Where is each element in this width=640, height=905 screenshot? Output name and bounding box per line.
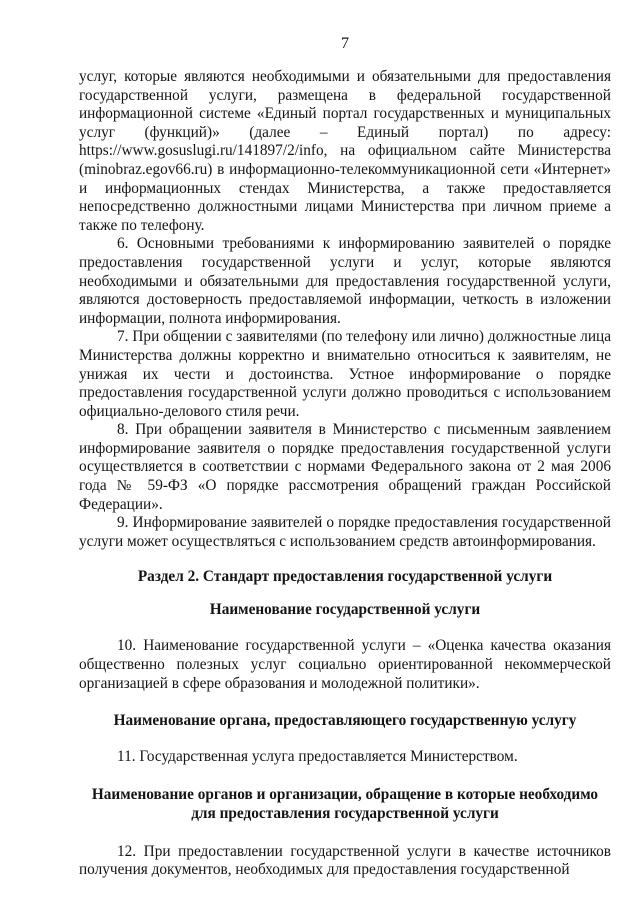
document-page xyxy=(79,34,611,880)
section-2-heading: Раздел 2. Стандарт предоставления государственной услуги xyxy=(137,568,553,586)
organizations-heading-line-2: для предоставления государственной услуги xyxy=(191,804,499,822)
paragraph-7: 7. При общении с заявителями (по телефону или лично) должностные лица Министерства должны корректно и внимательно относиться к заявителям, не унижая их чести и достоинства. Устное информирование о порядке предоставления государственной услуги должно проводиться с использованием официально-делового стиля речи. xyxy=(79,328,611,420)
provider-name-heading: Наименование органа, предоставляющего государственную услугу xyxy=(113,712,577,730)
service-name-heading: Наименование государственной услуги xyxy=(209,601,481,619)
paragraph-9: 9. Информирование заявителей о порядке предоставления государственной услуги может осуществляться с использованием средств автоинформирования. xyxy=(79,514,611,550)
organizations-heading-line-1: Наименование органов и организации, обращение в которые необходимо xyxy=(91,785,599,803)
paragraph-8: 8. При обращении заявителя в Министерство с письменным заявлением информирование заявителя о порядке предоставления государственной услуги осуществляется в соответствии с нормами Федерального закона от 2 мая 2006 года № 59-ФЗ «О порядке рассмотрения обращений граждан Российской Федерации». xyxy=(79,421,611,513)
paragraph-10: 10. Наименование государственной услуги – «Оценка качества оказания общественно полезных услуг социально ориентированной некоммерческой организацией в сфере образования и молодежной политики». xyxy=(79,637,611,692)
paragraph-continued: услуг, которые являются необходимыми и обязательными для предоставления государственной услуги, размещена в федеральной государственной информационной системе «Единый портал государственных и муниципальных услуг (функций)» (далее – Единый портал) по адресу: https://www.gosuslugi.ru/141897/2/info, на официальном сайте Министерства (minobraz.egov66.ru) в информационно-телекоммуникационной сети «Интернет» и информационных стендах Министерства, а также предоставляется непосредственно должностными лицами Министерства при личном приеме а также по телефону. xyxy=(79,68,611,234)
paragraph-6: 6. Основными требованиями к информированию заявителей о порядке предоставления государственной услуги и услуг, которые являются необходимыми и обязательными для предоставления государственной услуги, являются достоверность предоставляемой информации, четкость в изложении информации, полнота информирования. xyxy=(79,235,611,327)
organizations-heading xyxy=(79,785,611,823)
page-number: 7 xyxy=(341,35,349,52)
paragraph-12: 12. При предоставлении государственной услуги в качестве источников получения документов, необходимых для предоставления государственной xyxy=(79,842,611,879)
paragraph-11: 11. Государственная услуга предоставляется Министерством. xyxy=(117,748,518,766)
